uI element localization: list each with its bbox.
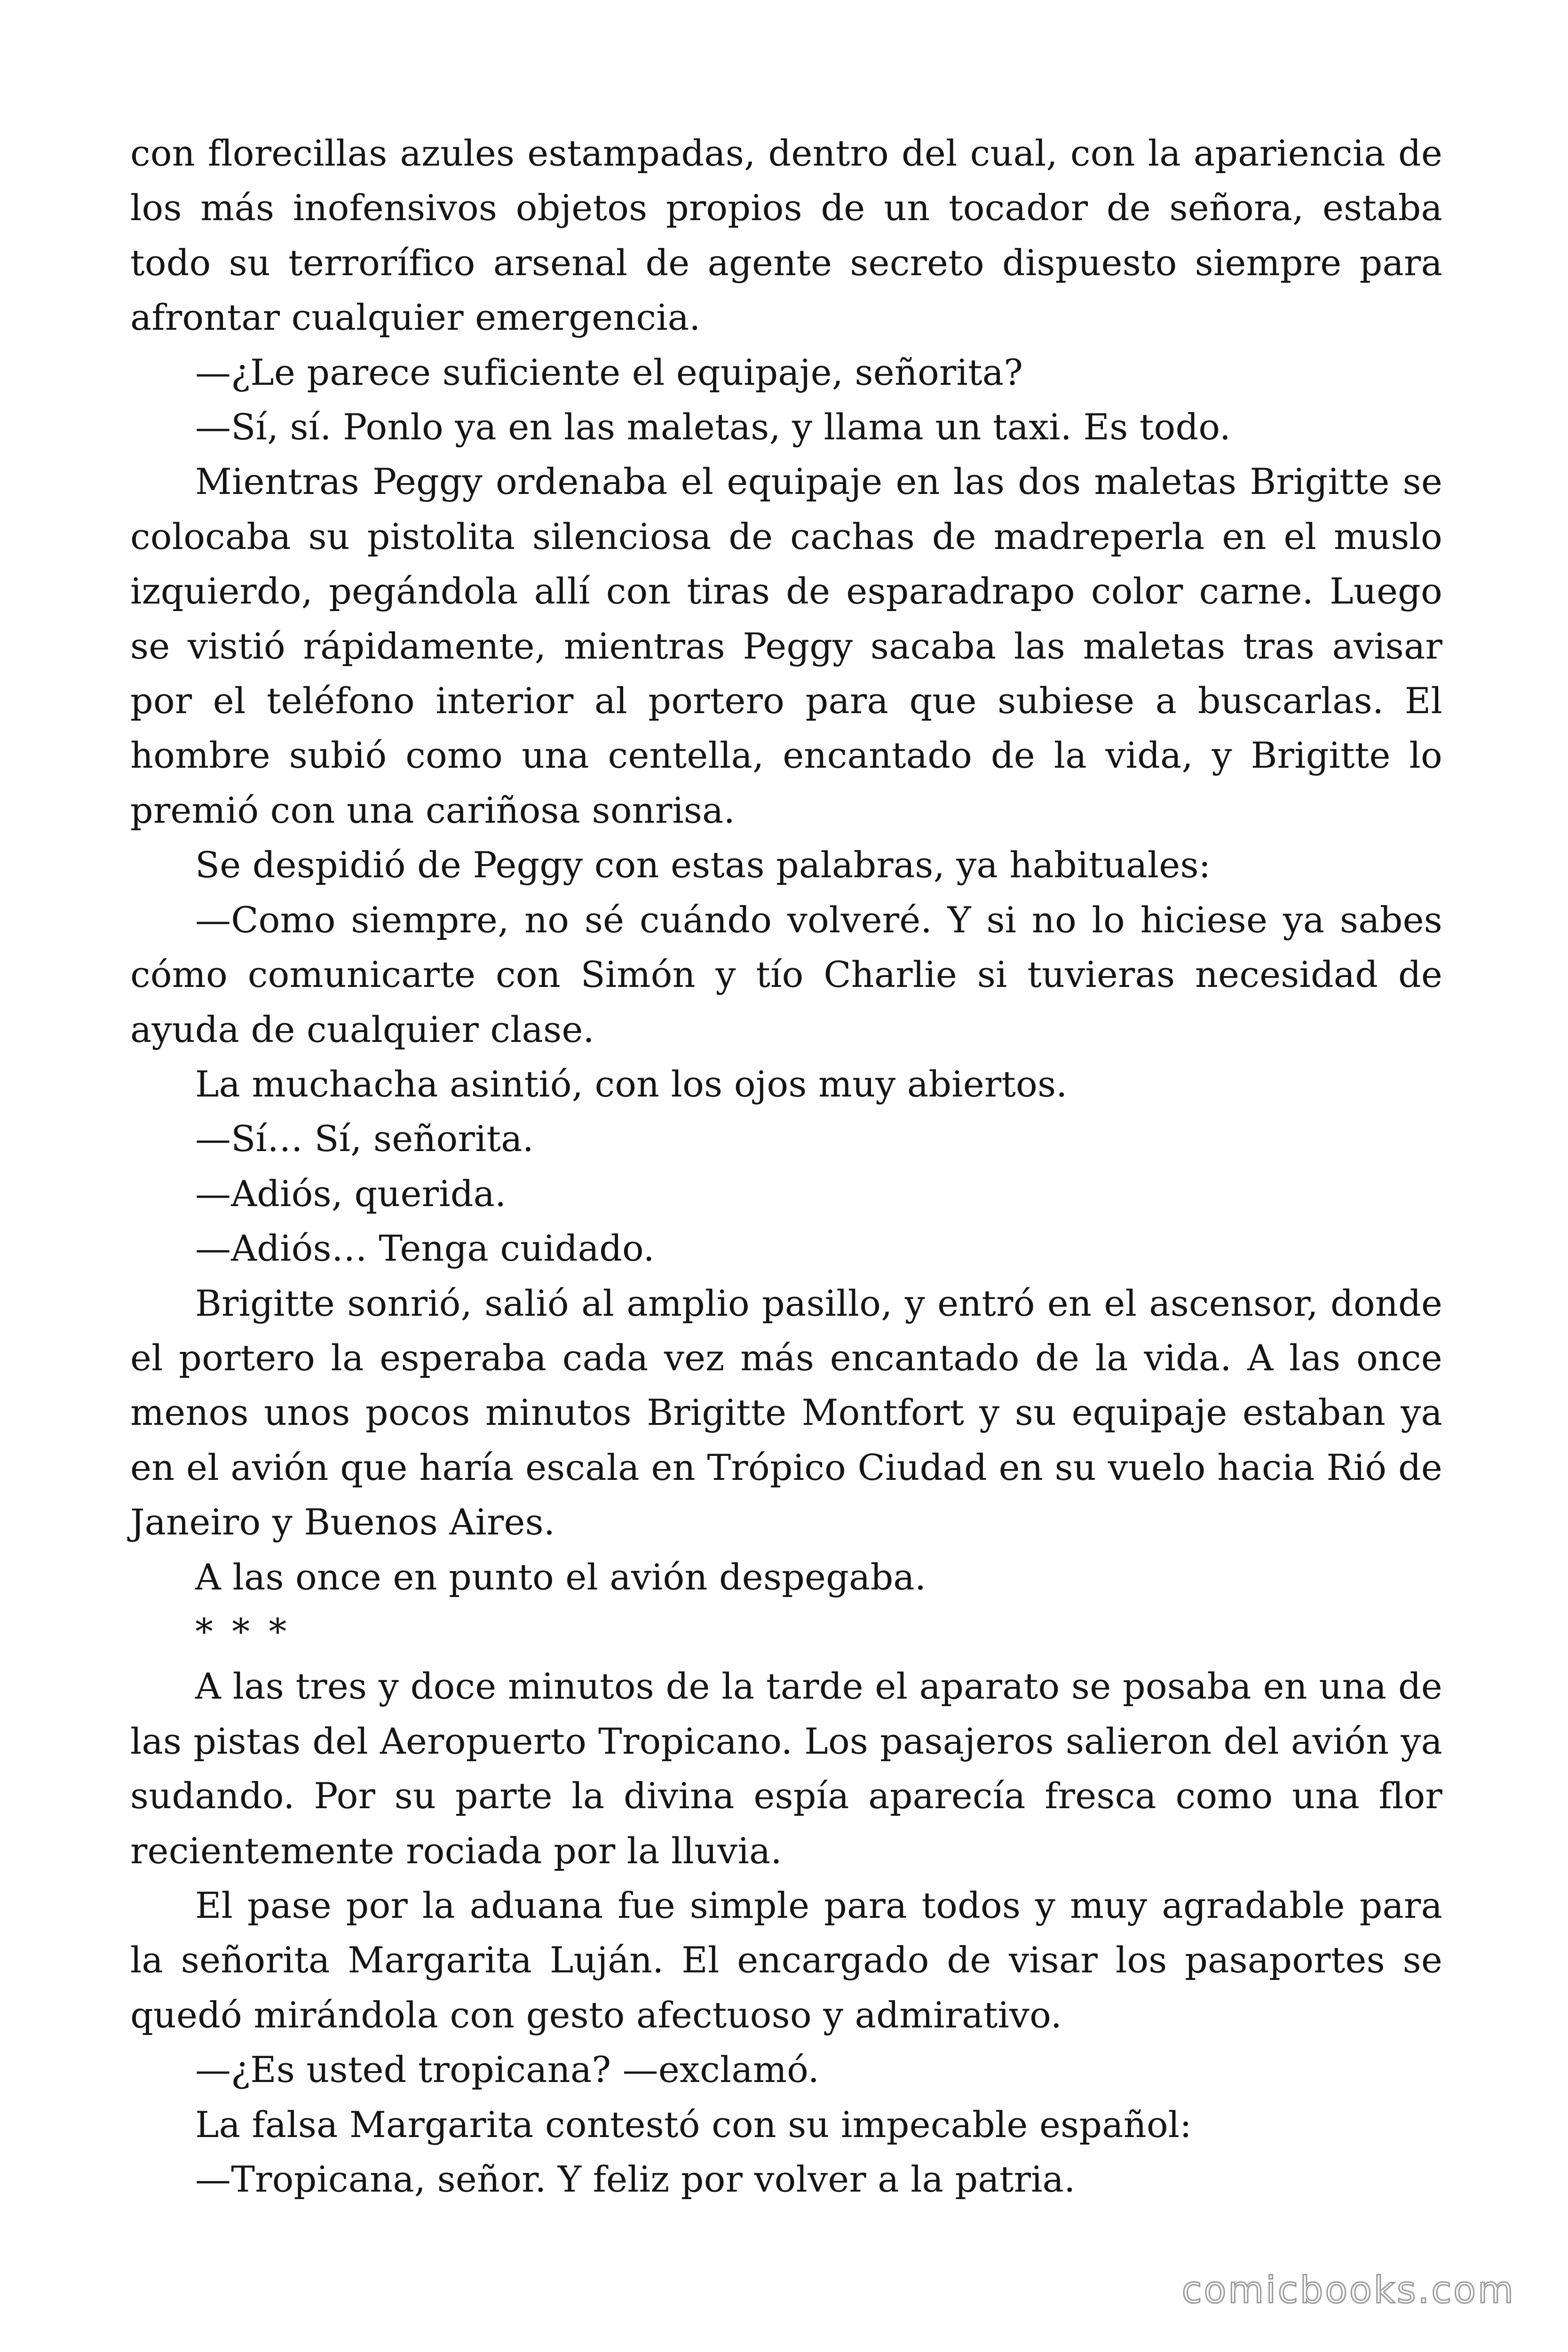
paragraph: A las tres y doce minutos de la tarde el aparato se posaba en una de las pistas del Aeropuerto Tropicano. Los pasajeros salieron del avión ya sudando. Por su parte la divina espía aparecía fresca como una flor recientemente rociada por la lluvia. (130, 1665, 1442, 1872)
scene-separator: * * * (195, 1610, 291, 1653)
paragraph: —¿Es usted tropicana? —exclamó. (195, 2049, 820, 2091)
paragraph: —Como siempre, no sé cuándo volveré. Y si no lo hiciese ya sabes cómo comunicarte con Simón y tío Charlie si tuvieras necesidad de ayuda de cualquier clase. (130, 898, 1442, 1050)
paragraph: —Adiós… Tenga cuidado. (195, 1227, 655, 1270)
page-text (130, 126, 1442, 2207)
paragraph: —Adiós, querida. (195, 1172, 507, 1215)
paragraph: Mientras Peggy ordenaba el equipaje en las dos maletas Brigitte se colocaba su pistolita silenciosa de cachas de madreperla en el muslo izquierdo, pegándola allí con tiras de esparadrapo color carne. Luego se vistió rápidamente, mientras Peggy sacaba las maletas tras avisar por el teléfono interior al portero para que subiese a buscarlas. El hombre subió como una centella, encantado de la vida, y Brigitte lo premió con una cariñosa sonrisa. (130, 461, 1442, 831)
paragraph: La muchacha asintió, con los ojos muy abiertos. (195, 1063, 1068, 1105)
paragraph: La falsa Margarita contestó con su impecable español: (195, 2103, 1192, 2145)
paragraph: Brigitte sonrió, salió al amplio pasillo, y entró en el ascensor, donde el portero la esperaba cada vez más encantado de la vida. A las once menos unos pocos minutos Brigitte Montfort y su equipaje estaban ya en el avión que haría escala en Trópico Ciudad en su vuelo hacia Rió de Janeiro y Buenos Aires. (130, 1282, 1442, 1543)
paragraph: A las once en punto el avión despegaba. (195, 1556, 927, 1598)
watermark: comicbooks.com (1181, 2269, 1515, 2312)
paragraph: —Tropicana, señor. Y feliz por volver a la patria. (195, 2158, 1076, 2201)
paragraph: —Sí, sí. Ponlo ya en las maletas, y llama un taxi. Es todo. (195, 406, 1231, 448)
paragraph: El pase por la aduana fue simple para todos y muy agradable para la señorita Margarita Luján. El encargado de visar los pasaportes se quedó mirándola con gesto afectuoso y admirativo. (130, 1884, 1442, 2036)
paragraph: —Sí… Sí, señorita. (195, 1118, 534, 1160)
paragraph: Se despidió de Peggy con estas palabras, ya habituales: (195, 844, 1211, 886)
paragraph: —¿Le parece suficiente el equipaje, señorita? (195, 351, 1023, 393)
paragraph: con florecillas azules estampadas, dentro del cual, con la apariencia de los más inofensivos objetos propios de un tocador de señora, estaba todo su terrorífico arsenal de agente secreto dispuesto siempre para afrontar cualquier emergencia. (130, 132, 1442, 339)
